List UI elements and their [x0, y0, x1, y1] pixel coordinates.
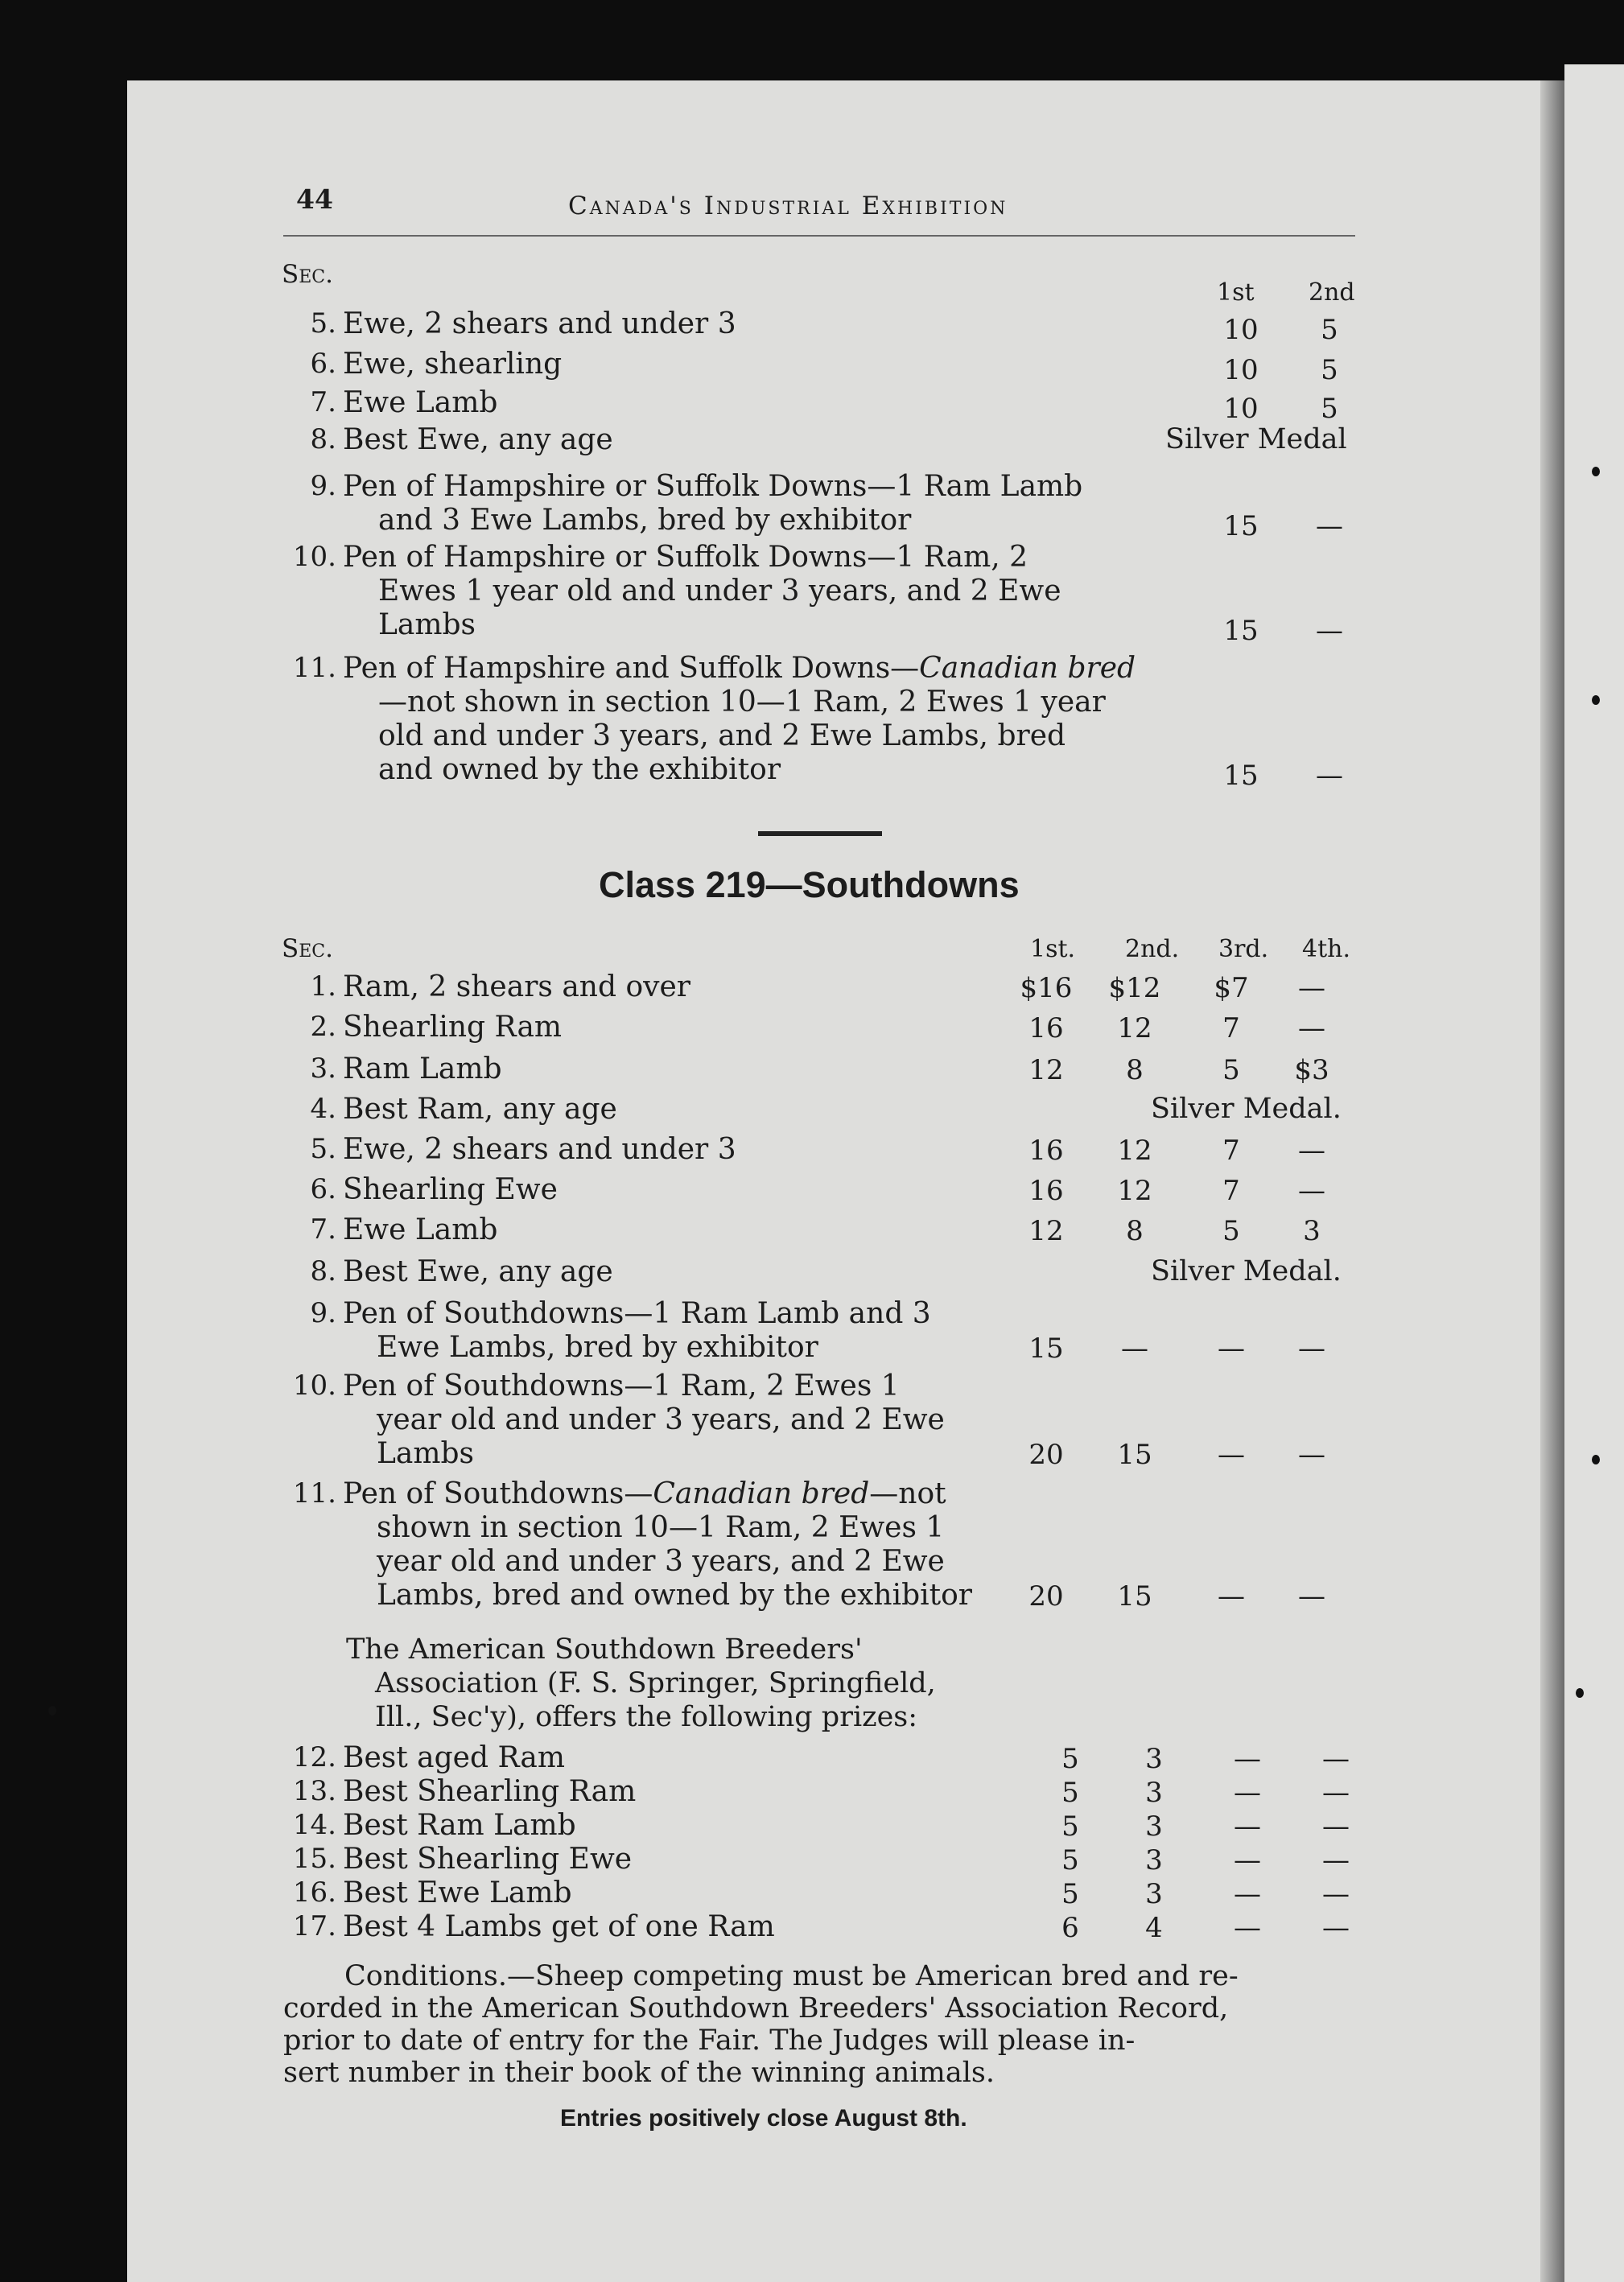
entry-continuation: Lambs	[377, 1437, 475, 1470]
entry-continuation: old and under 3 years, and 2 Ewe Lambs, bred	[378, 719, 1066, 752]
prize-p3: —	[1234, 1777, 1261, 1809]
prize-p2: 3	[1145, 1777, 1163, 1809]
entry-description: Ram Lamb	[343, 1052, 502, 1085]
entry-description: Shearling Ram	[343, 1011, 563, 1044]
closing-note: Entries positively close August 8th.	[560, 2105, 967, 2132]
upper-row	[282, 307, 1360, 346]
prize-p4: 3	[1303, 1215, 1321, 1247]
scan-speck	[1592, 467, 1600, 476]
prize-p2: —	[1316, 760, 1343, 792]
prize-p4: —	[1322, 1912, 1350, 1944]
entry-continuation: shown in section 10—1 Ram, 2 Ewes 1	[377, 1511, 945, 1544]
prize-p1: 16	[1028, 1135, 1064, 1167]
section-number: 17.	[292, 1910, 336, 1942]
upper-row	[282, 386, 1360, 425]
prize-p1: $16	[1020, 972, 1073, 1004]
entry-description: Best Ewe, any age	[343, 1255, 613, 1288]
prize-p3: 7	[1222, 1175, 1240, 1207]
prize-p2: 8	[1126, 1054, 1144, 1086]
entry-italic: Canadian bred	[919, 652, 1136, 685]
prize-p1: 6	[1061, 1912, 1079, 1944]
entry-description: Best 4 Lambs get of one Ram	[343, 1910, 775, 1943]
section-number: 1.	[310, 970, 336, 1003]
prize-p2: 3	[1145, 1743, 1163, 1775]
running-title: Canada's Industrial Exhibition	[568, 192, 1008, 220]
association-row	[282, 1910, 1360, 1946]
entry-description	[343, 652, 1136, 685]
entry-description: Best aged Ram	[343, 1741, 565, 1774]
scan-speck	[1592, 695, 1600, 705]
upper-row	[282, 423, 1360, 459]
prize-p1: 5	[1061, 1777, 1079, 1809]
prize-p4: —	[1298, 1012, 1325, 1044]
lower-sec-label: Sec.	[282, 934, 333, 963]
section-number: 14.	[292, 1809, 336, 1841]
prize-p4: —	[1322, 1743, 1350, 1775]
section-number: 7.	[310, 1213, 336, 1246]
prize-p1: 10	[1223, 393, 1259, 425]
lower-row	[282, 1093, 1360, 1128]
prize-p4: —	[1322, 1844, 1350, 1876]
lower-row	[282, 1477, 1360, 1613]
entry-continuation: Ewes 1 year old and under 3 years, and 2 Ewe	[378, 575, 1061, 608]
lower-col-4th: 4th.	[1302, 935, 1350, 963]
prize-p3: —	[1234, 1844, 1261, 1876]
section-number: 7.	[310, 386, 336, 418]
section-number: 10.	[292, 541, 336, 573]
lower-col-3rd: 3rd.	[1218, 935, 1269, 963]
prize-p2: —	[1316, 615, 1343, 647]
class-title: Class 219—Southdowns	[599, 864, 1020, 905]
prize-p3: —	[1218, 1333, 1245, 1365]
entry-continuation: Lambs	[378, 608, 476, 641]
entry-description: Pen of Southdowns—1 Ram, 2 Ewes 1	[343, 1370, 900, 1403]
conditions-line: sert number in their book of the winning animals.	[283, 2057, 995, 2089]
entry-description: Best Ewe, any age	[343, 423, 613, 456]
section-number: 8.	[310, 423, 336, 455]
prize-p4: —	[1322, 1777, 1350, 1809]
entry-continuation: and owned by the exhibitor	[378, 753, 781, 786]
association-row	[282, 1809, 1360, 1844]
entry-description: Ewe, 2 shears and under 3	[343, 307, 736, 340]
entry-description: Best Ram, any age	[343, 1093, 617, 1126]
upper-row	[282, 470, 1360, 542]
upper-col-1st: 1st	[1217, 278, 1255, 307]
entry-description: Best Shearling Ewe	[343, 1843, 633, 1876]
prize-p2: —	[1316, 510, 1343, 542]
upper-row	[282, 652, 1360, 792]
prize-p2: —	[1121, 1333, 1148, 1365]
prize-p2: 15	[1117, 1439, 1152, 1471]
entry-description: Pen of Hampshire or Suffolk Downs—1 Ram Lamb	[343, 470, 1083, 503]
prize-p3: 5	[1222, 1054, 1240, 1086]
section-number: 4.	[310, 1093, 336, 1125]
prize-p2: 3	[1145, 1878, 1163, 1910]
prize-p1: 16	[1028, 1012, 1064, 1044]
upper-row	[282, 541, 1360, 647]
entry-description: Pen of Southdowns—1 Ram Lamb and 3	[343, 1297, 931, 1330]
section-number: 9.	[310, 470, 336, 502]
prize-p4: —	[1298, 1580, 1325, 1613]
prize-p4: —	[1298, 972, 1325, 1004]
prize-p4: —	[1322, 1810, 1350, 1843]
section-number: 6.	[310, 348, 336, 380]
prize-p1: 5	[1061, 1878, 1079, 1910]
association-row	[282, 1741, 1360, 1777]
page-number: 44	[296, 183, 333, 215]
prize-p4: —	[1298, 1439, 1325, 1471]
prize-p1: 20	[1028, 1580, 1064, 1613]
header-rule	[283, 235, 1355, 237]
prize-p1: 15	[1223, 615, 1259, 647]
prize-p1: 10	[1223, 314, 1259, 346]
prize-p3: —	[1234, 1878, 1261, 1910]
prize-p3: —	[1234, 1743, 1261, 1775]
association-row	[282, 1843, 1360, 1878]
prize-p3: —	[1234, 1810, 1261, 1843]
section-number: 6.	[310, 1173, 336, 1205]
prize-p1: 5	[1061, 1810, 1079, 1843]
lower-col-1st: 1st.	[1030, 935, 1076, 963]
section-number: 10.	[292, 1370, 336, 1402]
conditions-line: prior to date of entry for the Fair. The Judges will please in-	[283, 2025, 1136, 2057]
prize-p1: 15	[1223, 510, 1259, 542]
association-row	[282, 1876, 1360, 1912]
section-number: 11.	[292, 1477, 336, 1510]
entry-description: Shearling Ewe	[343, 1173, 558, 1206]
prize-p2: 12	[1117, 1135, 1152, 1167]
entry-description: Ewe, shearling	[343, 348, 563, 381]
prize-p2: 12	[1117, 1012, 1152, 1044]
prize-p1: 10	[1223, 354, 1259, 386]
lower-row	[282, 1052, 1360, 1088]
entry-text: —not	[869, 1477, 946, 1510]
scan-speck	[1592, 1455, 1600, 1464]
upper-sec-label: Sec.	[282, 260, 333, 289]
prize-p3: $7	[1214, 972, 1249, 1004]
section-number: 2.	[310, 1011, 336, 1043]
prize-p1: 12	[1028, 1054, 1064, 1086]
section-number: 5.	[310, 307, 336, 340]
prize-p1: 15	[1223, 760, 1259, 792]
section-number: 15.	[292, 1843, 336, 1875]
prize-p1: 12	[1028, 1215, 1064, 1247]
prize-p4: —	[1322, 1878, 1350, 1910]
entry-description: Ewe, 2 shears and under 3	[343, 1133, 736, 1166]
prize-p1: 15	[1028, 1333, 1064, 1365]
entry-continuation: —not shown in section 10—1 Ram, 2 Ewes 1 year	[378, 686, 1106, 719]
prize-p2: 3	[1145, 1810, 1163, 1843]
prize-p4: —	[1298, 1333, 1325, 1365]
prize-p2: 8	[1126, 1215, 1144, 1247]
section-number: 12.	[292, 1741, 336, 1773]
section-number: 5.	[310, 1133, 336, 1165]
entry-text: Pen of Southdowns—	[343, 1477, 653, 1510]
entry-description: Ewe Lamb	[343, 386, 498, 419]
entry-continuation: and 3 Ewe Lambs, bred by exhibitor	[378, 504, 912, 537]
prize-p2: 5	[1321, 393, 1338, 425]
entry-description: Best Ram Lamb	[343, 1809, 576, 1842]
prize-p2: 15	[1117, 1580, 1152, 1613]
prize-p3: —	[1234, 1912, 1261, 1944]
lower-col-2nd: 2nd.	[1125, 935, 1180, 963]
entry-description: Ewe Lamb	[343, 1213, 498, 1246]
section-number: 11.	[292, 652, 336, 684]
entry-continuation: Ewe Lambs, bred by exhibitor	[377, 1331, 818, 1364]
entry-text: Pen of Hampshire and Suffolk Downs—	[343, 652, 920, 685]
association-line: Association (F. S. Springer, Springfield,	[375, 1667, 936, 1699]
scan-speck	[1576, 1688, 1584, 1698]
award-text: Silver Medal.	[1151, 1255, 1342, 1287]
entry-description: Pen of Hampshire or Suffolk Downs—1 Ram, 2	[343, 541, 1028, 574]
prize-p4: —	[1298, 1135, 1325, 1167]
scan-speck	[48, 1706, 56, 1716]
entry-description: Best Ewe Lamb	[343, 1876, 572, 1909]
entry-continuation: year old and under 3 years, and 2 Ewe	[377, 1545, 945, 1578]
prize-p1: 16	[1028, 1175, 1064, 1207]
section-divider	[758, 831, 882, 836]
section-number: 13.	[292, 1775, 336, 1807]
prize-p3: 7	[1222, 1135, 1240, 1167]
award-text: Silver Medal	[1165, 423, 1347, 455]
prize-p3: 7	[1222, 1012, 1240, 1044]
award-text: Silver Medal.	[1151, 1093, 1342, 1125]
entry-description: Best Shearling Ram	[343, 1775, 637, 1808]
entry-continuation: year old and under 3 years, and 2 Ewe	[377, 1403, 945, 1436]
section-number: 3.	[310, 1052, 336, 1085]
entry-italic: Canadian bred	[653, 1477, 870, 1510]
prize-p2: 12	[1117, 1175, 1152, 1207]
entry-description: Ram, 2 shears and over	[343, 970, 690, 1003]
conditions-line: corded in the American Southdown Breeders' Association Record,	[283, 1992, 1229, 2025]
prize-p2: $12	[1108, 972, 1161, 1004]
lower-row	[282, 1370, 1360, 1471]
prize-p3: 5	[1222, 1215, 1240, 1247]
association-row	[282, 1775, 1360, 1810]
lower-row	[282, 1011, 1360, 1046]
prize-p2: 4	[1145, 1912, 1163, 1944]
section-number: 9.	[310, 1297, 336, 1329]
association-line: Ill., Sec'y), offers the following prizes:	[375, 1701, 918, 1733]
prize-p4: —	[1298, 1175, 1325, 1207]
upper-row	[282, 348, 1360, 386]
lower-row	[282, 1173, 1360, 1209]
prize-p2: 3	[1145, 1844, 1163, 1876]
entry-continuation: Lambs, bred and owned by the exhibitor	[377, 1579, 973, 1612]
prize-p3: —	[1218, 1580, 1245, 1613]
prize-p3: —	[1218, 1439, 1245, 1471]
facing-page-edge	[1564, 64, 1624, 2282]
association-line: The American Southdown Breeders'	[346, 1633, 863, 1666]
lower-row	[282, 1255, 1360, 1291]
prize-p1: 5	[1061, 1743, 1079, 1775]
entry-description	[343, 1477, 946, 1510]
prize-p4: $3	[1294, 1054, 1329, 1086]
lower-row	[282, 970, 1360, 1006]
section-number: 8.	[310, 1255, 336, 1287]
lower-row	[282, 1297, 1360, 1365]
gutter-shadow	[1540, 80, 1564, 2282]
prize-p2: 5	[1321, 314, 1338, 346]
prize-p1: 20	[1028, 1439, 1064, 1471]
conditions-line: Conditions.—Sheep competing must be American bred and re-	[344, 1960, 1239, 1992]
section-number: 16.	[292, 1876, 336, 1909]
lower-row	[282, 1213, 1360, 1249]
lower-row	[282, 1133, 1360, 1168]
upper-col-2nd: 2nd	[1309, 278, 1355, 307]
prize-p1: 5	[1061, 1844, 1079, 1876]
prize-p2: 5	[1321, 354, 1338, 386]
